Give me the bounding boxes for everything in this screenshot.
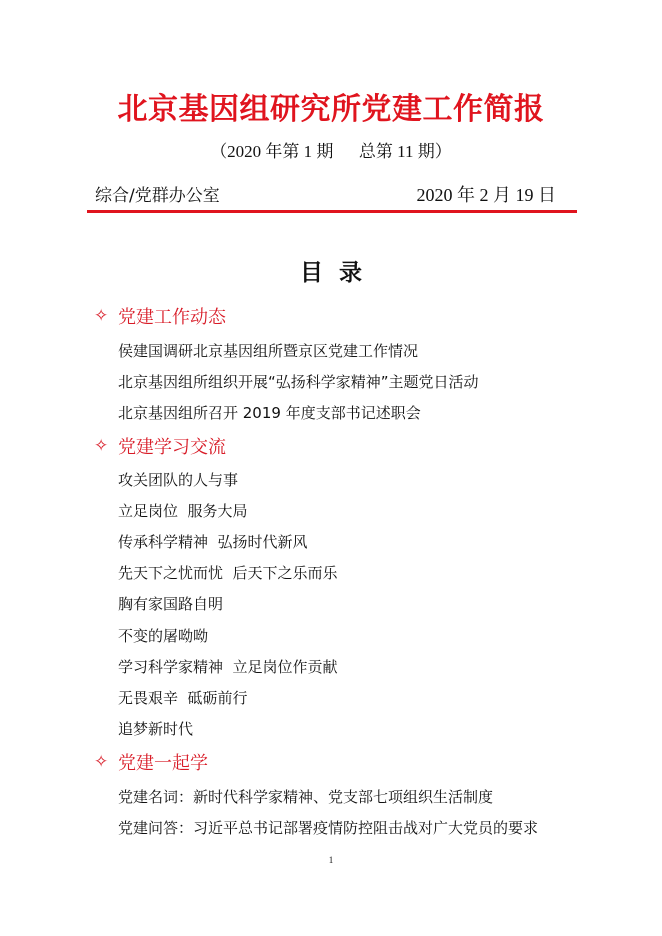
toc-item: 不变的屠呦呦 (118, 627, 209, 645)
toc-item: 攻关团队的人与事 (118, 471, 239, 489)
toc-item: 党建问答：习近平总书记部署疫情防控阻击战对广大党员的要求 (118, 819, 539, 837)
diamond-outline-icon: ✧ (94, 752, 109, 772)
toc-item: 追梦新时代 (118, 720, 194, 738)
department-label: 综合/党群办公室 (95, 186, 220, 206)
issue-number: （2020 年第 1 期 总第 11 期） (210, 142, 452, 161)
toc-title: 目 录 (299, 260, 362, 286)
diamond-outline-icon: ✧ (94, 306, 109, 326)
section-label: 党建工作动态 (118, 307, 226, 328)
toc-item: 北京基因组所组织开展“弘扬科学家精神”主题党日活动 (118, 373, 479, 391)
page-number: 1 (328, 855, 334, 865)
toc-item: 侯建国调研北京基因组所暨京区党建工作情况 (118, 342, 419, 360)
section-label: 党建一起学 (118, 753, 208, 774)
toc-item: 北京基因组所召开 2019 年度支部书记述职会 (118, 404, 421, 422)
toc-item: 党建名词：新时代科学家精神、党支部七项组织生活制度 (118, 788, 494, 806)
toc-item: 无畏艰辛 砥砺前行 (118, 689, 248, 707)
bulletin-title: 北京基因组研究所党建工作简报 (117, 92, 545, 127)
section-label: 党建学习交流 (118, 437, 226, 458)
diamond-outline-icon: ✧ (94, 436, 109, 456)
toc-section-party-work-news (94, 303, 226, 329)
toc-item: 胸有家国路自明 (118, 595, 224, 613)
toc-item: 先天下之忧而忧 后天下之乐而乐 (118, 564, 338, 582)
toc-item: 学习科学家精神 立足岗位作贡献 (118, 658, 338, 676)
toc-section-party-learn-together (94, 749, 208, 775)
toc-item: 传承科学精神 弘扬时代新风 (118, 533, 308, 551)
publish-date: 2020 年 2 月 19 日 (416, 185, 556, 205)
toc-item: 立足岗位 服务大局 (118, 502, 248, 520)
header-divider (87, 210, 577, 213)
toc-section-party-study-exchange (94, 433, 226, 459)
